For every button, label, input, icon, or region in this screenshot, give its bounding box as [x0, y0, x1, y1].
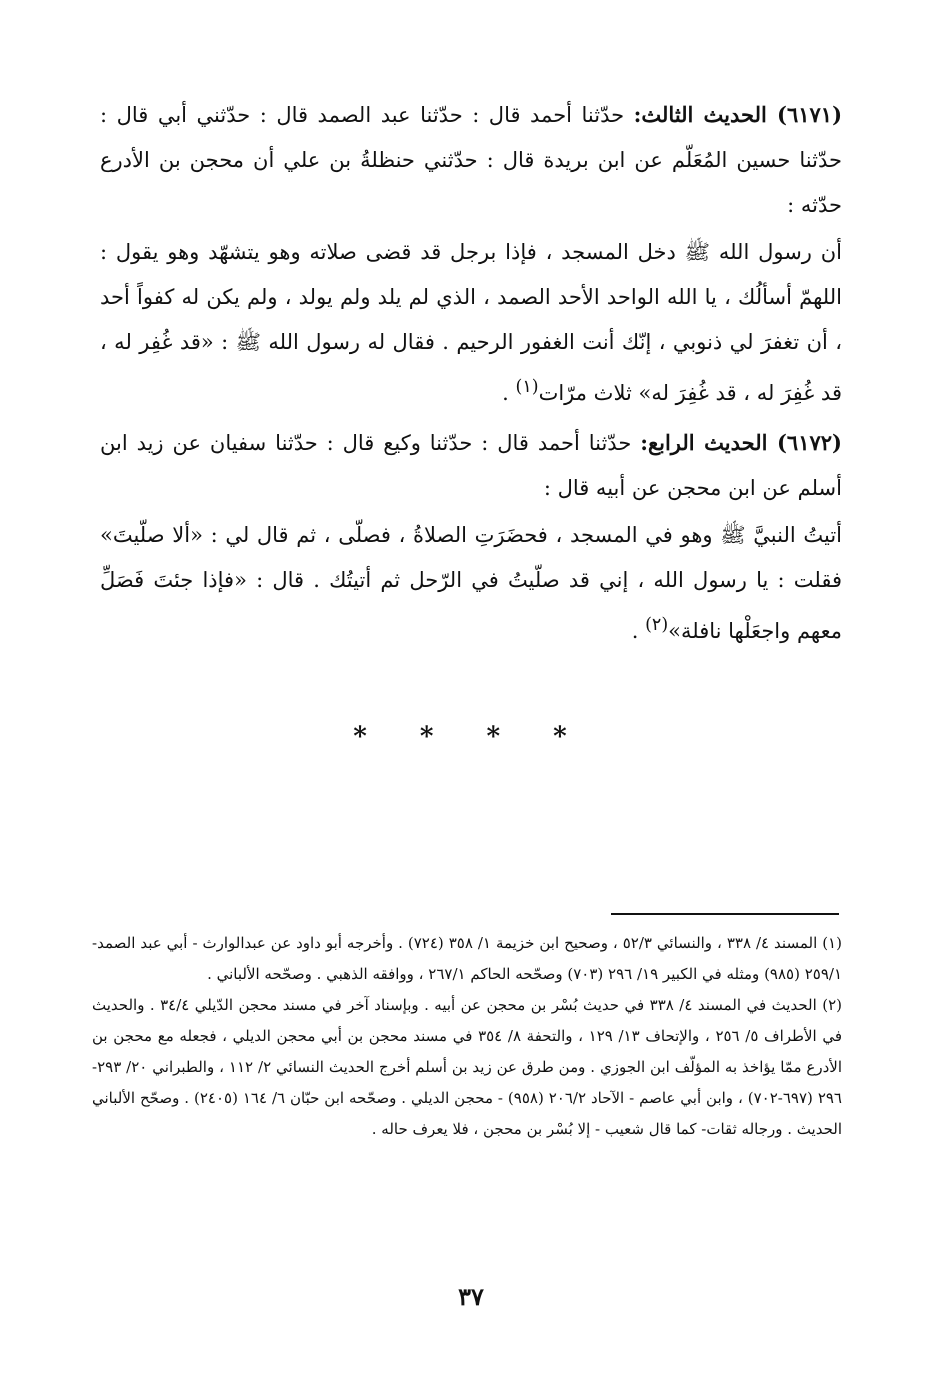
hadith-3-heading: (٦١٧١) الحديث الثالث:	[633, 102, 842, 127]
hadith-4-chain	[100, 420, 842, 511]
hadith-3-isnad: حدّثنا أحمد قال : حدّثنا عبد الصمد قال : حدّثني أبي قال : حدّثنا حسين المُعَلّم عن ابن بريدة قال : حدّثني حنظلةُ بن علي أن محجن بن الأدرع حدّثه :	[100, 103, 842, 217]
hadith-4-matn: أتيتُ النبيَّ ﷺ وهو في المسجد ، فحضَرَتِ الصلاةُ ، فصلّى ، ثم قال لي : «ألا صلّيتَ» فقلت : يا رسول الله ، إني قد صلّيتُ في الرّحل ثم أتيتُك . قال : «فإذا جئتَ فَصَلِّ معهم واجعَلْها نافلة»	[100, 523, 842, 643]
hadith-4-isnad: حدّثنا أحمد قال : حدّثنا وكيع قال : حدّثنا سفيان عن زيد ابن أسلم عن ابن محجن عن أبيه قال :	[100, 431, 842, 500]
footnote-ref-2[interactable]: (٢)	[645, 615, 669, 635]
hadith-3-chain	[100, 92, 842, 228]
section-separator: * * * *	[353, 722, 589, 752]
hadith-4-text	[100, 513, 842, 654]
page-number: ٣٧	[458, 1282, 484, 1311]
footnotes	[92, 928, 842, 1145]
footnote-divider	[611, 913, 839, 915]
footnote-2: (٢) الحديث في المسند ٤/ ٣٣٨ في حديث بُسْر بن محجن عن أبيه . وبإسناد آخر في مسند محجن الدّيلي ٣٤/٤ . والحديث في الأطراف ٥/ ٢٥٦ ، والإتحاف ١٣/ ١٢٩ ، والتحفة ٨/ ٣٥٤ في مسند محجن بن أبي محجن الديلي ، فجعله مع محجن بن الأدرع ممّا يؤاخذ به المؤلّف ابن الجوزي . ومن طرق عن زيد بن أسلم أخرج الحديث النسائي ٢/ ١١٢ ، والطبراني ٢٠/ ٢٩٣- ٢٩٦ (٦٩٧-٧٠٢) ، وابن أبي عاصم - الآحاد ٢٠٦/٢ (٩٥٨) - محجن الديلي . وصحّحه ابن حبّان ٦/ ١٦٤ (٢٤٠٥) . وصحّح الألباني الحديث . ورجاله ثقات- كما قال شعيب - إلا بُسْر بن محجن ، فلا يعرف حاله .	[92, 996, 843, 1138]
footnote-ref-1[interactable]: (١)	[515, 377, 539, 397]
main-text	[100, 92, 842, 658]
hadith-3-end: .	[502, 381, 516, 405]
footnote-1: (١) المسند ٤/ ٣٣٨ ، والنسائي ٥٢/٣ ، وصحيح ابن خزيمة ١/ ٣٥٨ (٧٢٤) . وأخرجه أبو داود عن عبدالوارث - أبي عبد الصمد- ٢٥٩/١ (٩٨٥) ومثله في الكبير ١٩/ ٢٩٦ (٧٠٣) وصحّحه الحاكم ٢٦٧/١ ، ووافقه الذهبي . وصحّحه الألباني .	[92, 934, 842, 983]
hadith-4-heading: (٦١٧٢) الحديث الرابع:	[640, 430, 842, 455]
hadith-4-end: .	[631, 619, 646, 643]
hadith-3-matn: أن رسول الله ﷺ دخل المسجد ، فإذا برجل قد قضى صلاته وهو يتشهّد وهو يقول : اللهمّ أسألُك ، يا الله الواحد الأحد الصمد ، الذي لم يلد ولم يولد ، ولم يكن له كفواً أحد ، أن تغفرَ لي ذنوبي ، إنّك أنت الغفور الرحيم . فقال له رسول الله ﷺ : «قد غُفِر له ، قد غُفِرَ له ، قد غُفِرَ له» ثلاث مرّات	[100, 240, 842, 405]
hadith-3-text	[100, 230, 842, 416]
